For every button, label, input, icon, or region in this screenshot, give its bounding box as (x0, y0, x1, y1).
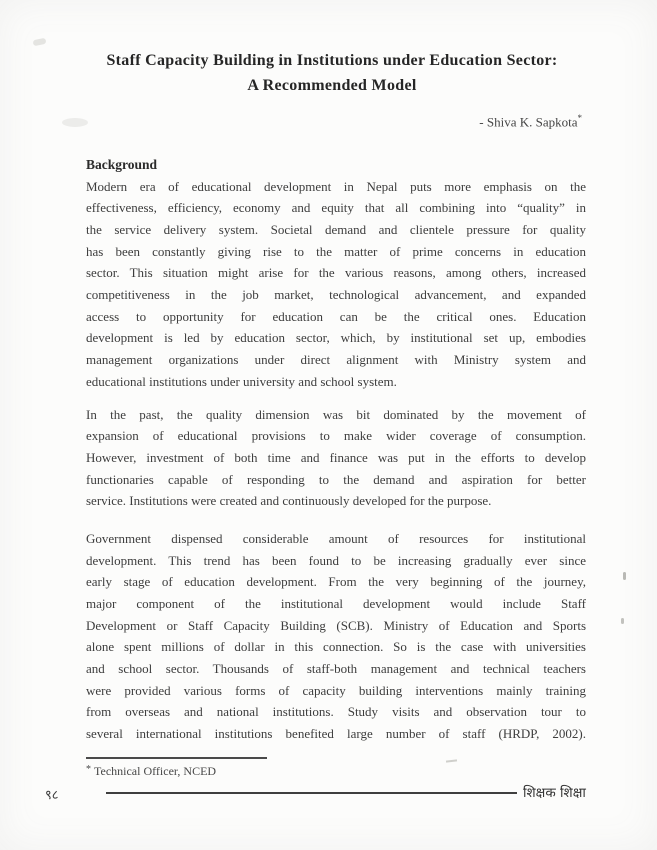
text-line: from overseas and national institutions. Study visits and observation tour to (86, 704, 586, 720)
text-line: Modern era of educational development in Nepal puts more emphasis on the (86, 178, 586, 194)
text-line: and school sector. Thousands of staff-both management and technical teachers (86, 660, 586, 676)
page-number: ९८ (45, 788, 59, 803)
article-body (86, 154, 586, 745)
text-line: In the past, the quality dimension was bit dominated by the movement of (86, 406, 586, 422)
author-name: - Shiva K. Sapkota (479, 114, 578, 130)
footnote-marker: * (86, 764, 91, 775)
journal-title: शिक्षक शिक्षा (523, 785, 586, 801)
article-title (78, 48, 586, 98)
text-line: early stage of education development. From the very beginning of the journey, (86, 574, 586, 590)
text-line: expansion of educational provisions to make wider coverage of consumption. (86, 428, 586, 444)
paragraph-3 (86, 528, 586, 745)
text-line: development. This trend has been found to be increasing gradually ever since (86, 552, 586, 568)
text-line: were provided various forms of capacity building interventions mainly training (86, 682, 586, 698)
text-line: effectiveness, efficiency, economy and equity that all combining into “quality” in (86, 200, 586, 216)
text-line: access to opportunity for education can be the critical ones. Education (86, 308, 586, 324)
article-title-line-2: A Recommended Model (247, 77, 417, 94)
paragraph-2 (86, 404, 586, 512)
text-line: sector. This situation might arise for the various reasons, among others, increased (86, 265, 586, 281)
scan-speck (621, 618, 624, 624)
text-line: development is led by education sector, which, by institutional set up, embodies (86, 330, 586, 346)
scan-speck (446, 759, 457, 762)
text-line: Government dispensed considerable amount of resources for institutional (86, 531, 586, 546)
text-line: has been constantly giving rise to the matter of prime concerns in education (86, 243, 586, 259)
text-line: management organizations under direct alignment with Ministry system and (86, 351, 586, 367)
text-line: alone spent millions of dollar in this connection. So is the case with universities (86, 639, 586, 655)
author-byline (86, 113, 582, 130)
text-line: Development or Staff Capacity Building (SCB). Ministry of Education and Sports (86, 617, 586, 633)
scan-speck (623, 572, 626, 580)
footnote-text: Technical Officer, NCED (94, 764, 217, 778)
text-line: educational institutions under university and school system. (86, 373, 397, 389)
scan-smudge (62, 118, 88, 127)
text-line: However, investment of both time and finance was put in the efforts to develop (86, 450, 586, 466)
article-title-line-1: Staff Capacity Building in Institutions under Education Sector: (106, 52, 558, 69)
page-footer (0, 782, 657, 806)
text-line: major component of the institutional development would include Staff (86, 595, 586, 611)
scan-smudge (33, 38, 47, 47)
section-heading-background: Background (86, 157, 158, 172)
text-line: the service delivery system. Societal demand and clientele pressure for quality (86, 221, 586, 237)
text-line: functionaries capable of responding to the demand and aspiration for better (86, 471, 586, 487)
text-line: service. Institutions were created and continuously developed for the purpose. (86, 493, 492, 509)
footer-rule (106, 792, 517, 794)
footnote-separator-rule (86, 757, 267, 759)
paragraph-1 (86, 176, 586, 393)
author-footnote (86, 764, 486, 779)
text-line: competitiveness in the job market, technological advancement, and expanded (86, 286, 586, 302)
text-line: several international institutions benefited large number of staff (HRDP, 2002). (86, 725, 586, 741)
author-footnote-marker: * (577, 113, 582, 123)
